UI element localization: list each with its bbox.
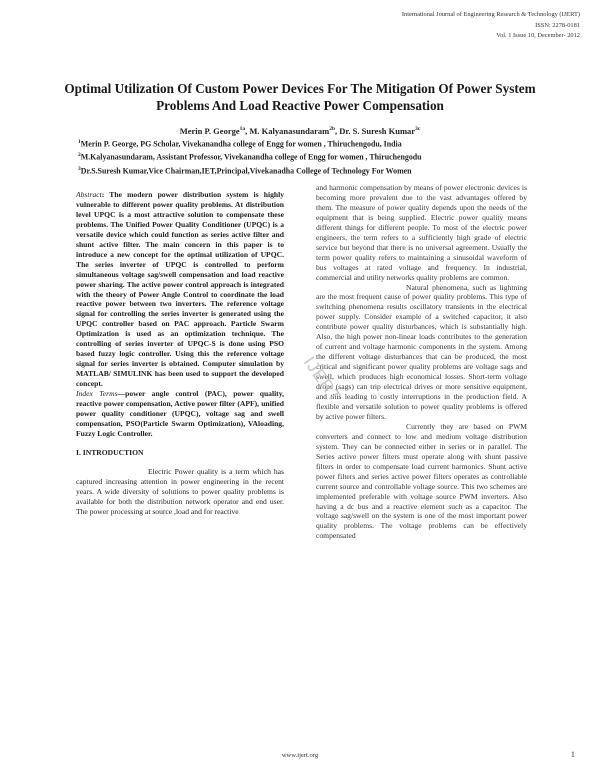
paper-title: Optimal Utilization Of Custom Power Devices For The Mitigation Of Power System Problems And Load Reactive Power Compensation xyxy=(64,81,536,113)
ijert-watermark: IJERT xyxy=(299,352,346,407)
volume-issue: Vol. 1 Issue 10, December- 2012 xyxy=(496,32,580,39)
abstract xyxy=(76,190,284,389)
journal-header xyxy=(402,10,580,42)
section-heading-introduction: I. INTRODUCTION xyxy=(76,447,144,457)
abstract-label: Abstract xyxy=(76,190,102,199)
right-column xyxy=(316,183,527,541)
author-superscript: 1a xyxy=(239,126,246,132)
body-paragraph: Currently they are based on PWM converters and connect to low and medium voltage distribution system. They can be connected either in series or in parallel. The Series active power filters must operate along with shunt passive filters in order to compensate load current harmonics. Shunt active power filters and series active power filters operates as controllable current source and controllable voltage source. This two schemes are implemented preferable with voltage source PWM inverters. Also having a dc bus and a reactive element such as a capacitor. The voltage sag/swell on the system is one of the most important power quality problems. The voltage problems can be effectively compensated xyxy=(316,421,527,541)
affiliation: $^2$M.Kalyanasundaram, Assistant Professor, Vivekanandha college of Engg for women , Thiruchengodu xyxy=(78,152,422,163)
footer-url[interactable]: www.ijert.org xyxy=(281,752,319,759)
affiliation: $^3$Dr.S.Suresh Kumar,Vice Chairman,IET,Principal,Vivekanadha College of Technology For Women xyxy=(78,165,412,176)
body-paragraph: and harmonic compensation by means of power electronic devices is becoming more prevalent due to the vast advantages offered by them. The measure of power quality depends upon the needs of the equipment that is being supplied. Electric power quality means different things for different people. To most of the electric power engineers, the term refers to a sufficiently high grade of electric service but beyond that there is no universal agreement. Usually the term power quality refers to maintaining a sinusoidal waveform of bus voltages at rated voltage and frequency. In industrial, commercial and utility networks quality problems are common. xyxy=(316,183,527,282)
author-name: M. Kalyanasundaram xyxy=(249,125,330,136)
index-terms-text: —power angle control (PAC), power quality, reactive power compensation, Active power filter (APF), unified power quality conditioner (UPQC), voltage sag and swell compensation, PSO(Particle Swarm Optimization), VAloading, Fuzzy Logic Controller. xyxy=(76,389,284,438)
affiliation-list xyxy=(78,137,560,177)
author-list: Merin P. George$^{1a}$, M. Kalyanasundaram$^{2b}$, Dr. S. Suresh Kumar$^{3c}$ xyxy=(179,125,421,136)
author-superscript: 2b xyxy=(329,126,335,132)
page-number: 1 xyxy=(570,749,575,759)
index-terms-label: Index Terms xyxy=(76,389,118,399)
journal-name: International Journal of Engineering Research & Technology (IJERT) xyxy=(401,11,580,18)
affiliation: $^1$Merin P. George, PG Scholar, Vivekanandha college of Engg for women , Thiruchengodu, India xyxy=(78,139,402,149)
author-name: Dr. S. Suresh Kumar xyxy=(339,125,416,136)
author-name: Merin P. George xyxy=(179,125,240,136)
issn: ISSN: 2278-0181 xyxy=(535,21,580,29)
introduction-paragraph: Electric Power quality is a term which has captured increasing attention in power engineering in the recent years. A wide diversity of solutions to power quality problems is available for both the distribution network operator and end user. The power processing at source ,load and for reactive xyxy=(76,466,284,516)
body-paragraph: Natural phenomena, such as lightning are the most frequent cause of power quality problems. This type of switching phenomena results oscillatory transients in the electrical power supply. Consider example of a switched capacitor, it also contribute power quality disturbances, which is substantially high. Also, the high power non-linear loads contributes to the generation of current and voltage harmonic components in the system. Among the different voltage disturbances that can be produced, the most critical and significant power quality problems are voltage sags and swell, which produces high economical losses. Short-term voltage drops (sags) can trip electrical drives or more sensitive equipment, and this leading to costly interruptions in the production field. A flexible and versatile solution to power quality problems is offered by active power filters. xyxy=(316,282,527,421)
left-column xyxy=(76,190,284,517)
abstract-text: : The modern power distribution system is highly vulnerable to different power quality problems. At distribution level UPQC is a most attractive solution to compensate these problems. The Unified Power Quality Conditioner (UPQC) is a versatile device which could function as series active filter and shunt active filter. The main concern in this paper is to introduce a new concept for the optimal utilization of UPQC. The series inverter of UPQC is controlled to perform simultaneous voltage sag/swell compensation and load reactive power sharing. The active power control approach is integrated with the theory of Power Angle Control to coordinate the load reactive power between two inverters. The reference voltage signal for controlling the series inverter is generated using the UPQC controller based on PAC approach. Particle Swarm Optimization is used as an optimization technique. The controlling of series inverter of UPQC-S is done using PSO based fuzzy logic controller. Using this the reference voltage signal for series inverter is obtained. Computer simulation by MATLAB/ SIMULINK has been used to support the developed concept. xyxy=(76,190,284,389)
author-superscript: 3c xyxy=(415,126,421,132)
index-terms xyxy=(76,389,284,439)
